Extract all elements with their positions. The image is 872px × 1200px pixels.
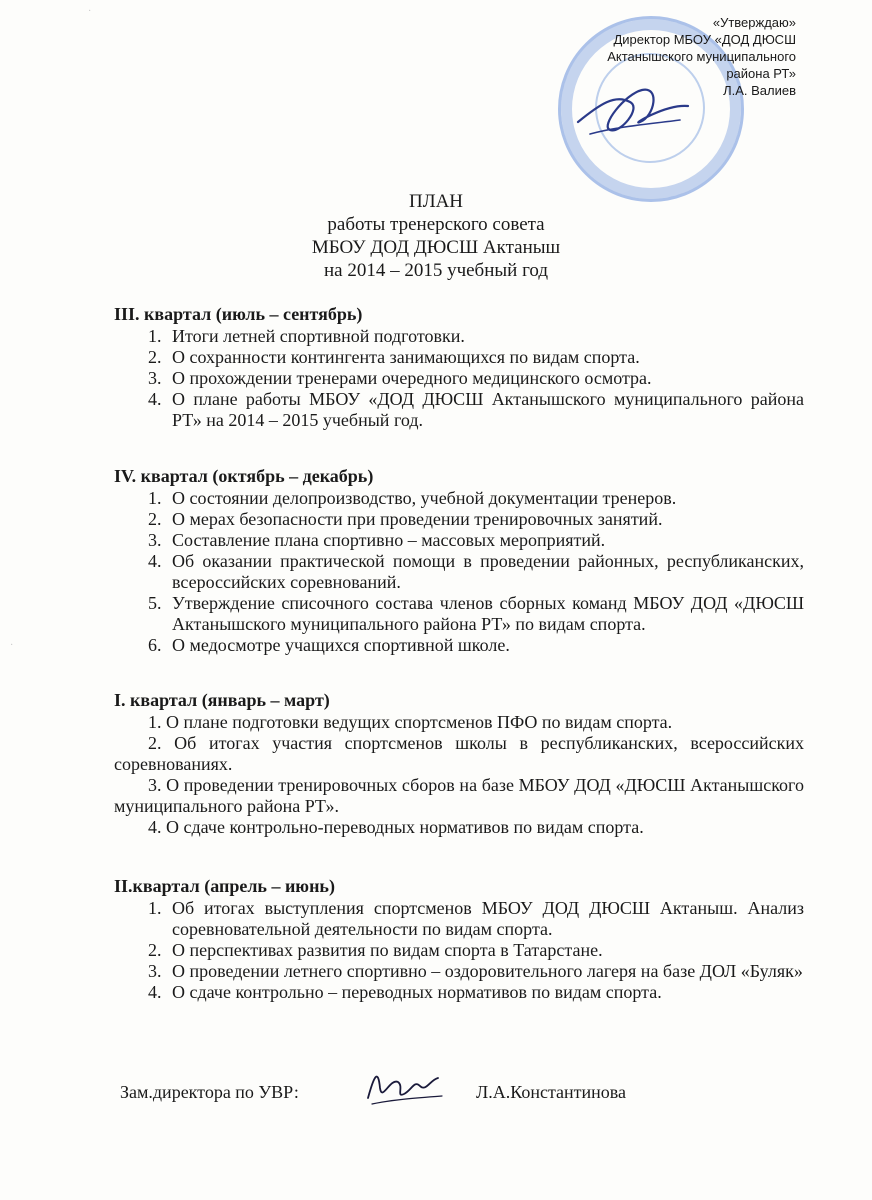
- item-number: 1.: [148, 326, 162, 346]
- item-number: 3.: [148, 530, 162, 550]
- item-number: 2.: [148, 940, 162, 960]
- approval-line-3: Актанышского муниципального: [607, 49, 796, 64]
- item-number: 4.: [148, 982, 162, 1002]
- item-number: 5.: [148, 593, 162, 613]
- list-item: [114, 488, 804, 509]
- paragraph-item: 2. Об итогах участия спортсменов школы в республиканских, всероссийских соревнованиях.: [114, 733, 804, 774]
- list-item: [114, 326, 804, 347]
- item-number: 6.: [148, 635, 162, 655]
- title-line-1: ПЛАН: [408, 191, 464, 212]
- list-item: [114, 389, 804, 431]
- section-q2: [114, 876, 804, 1003]
- item-number: 4.: [148, 551, 162, 571]
- item-number: 3.: [148, 368, 162, 388]
- item-text: О прохождении тренерами очередного медицинского осмотра.: [172, 368, 652, 388]
- item-number: 4.: [148, 389, 162, 409]
- approval-line-1: «Утверждаю»: [712, 15, 796, 30]
- section-q3: [114, 304, 804, 431]
- item-number: 1.: [148, 488, 162, 508]
- item-text: О сохранности контингента занимающихся по видам спорта.: [172, 347, 640, 367]
- approval-line-2: Директор МБОУ «ДОД ДЮСШ: [613, 32, 796, 47]
- item-text: Утверждение списочного состава членов сборных команд МБОУ ДОД «ДЮСШ Актанышского муниципального района РТ» по видам спорта.: [172, 593, 804, 634]
- section-q4: [114, 466, 804, 656]
- section-heading: I. квартал (январь – март): [114, 690, 330, 710]
- list-item: [114, 961, 804, 982]
- item-text: Итоги летней спортивной подготовки.: [172, 326, 465, 346]
- footer-position: Зам.директора по УВР:: [120, 1082, 299, 1102]
- scan-artifact: ·: [88, 6, 92, 17]
- section-heading: III. квартал (июль – сентябрь): [114, 304, 363, 324]
- approval-line-4: района РТ»: [726, 66, 796, 81]
- item-number: 1.: [148, 898, 162, 918]
- item-text: О перспективах развития по видам спорта в Татарстане.: [172, 940, 603, 960]
- list-item: [114, 940, 804, 961]
- list-item: [114, 982, 804, 1003]
- approval-line-5: Л.А. Валиев: [723, 83, 796, 98]
- item-number: 2.: [148, 509, 162, 529]
- item-text: О плане работы МБОУ «ДОД ДЮСШ Актанышского муниципального района РТ» на 2014 – 2015 учебный год.: [172, 389, 804, 430]
- footer-name: Л.А.Константинова: [476, 1082, 627, 1102]
- item-text: Составление плана спортивно – массовых мероприятий.: [172, 530, 606, 550]
- item-text: О сдаче контрольно – переводных нормативов по видам спорта.: [172, 982, 662, 1002]
- list-item: [114, 635, 804, 656]
- deputy-signature-icon: [360, 1058, 450, 1118]
- document-title: [0, 190, 872, 282]
- list-item: [114, 509, 804, 530]
- title-line-4: на 2014 – 2015 учебный год: [323, 260, 549, 281]
- title-line-3: МБОУ ДОД ДЮСШ Актаныш: [311, 237, 561, 258]
- list-item: [114, 593, 804, 635]
- list-item: [114, 551, 804, 593]
- item-text: О проведении летнего спортивно – оздоровительного лагеря на базе ДОЛ «Буляк»: [172, 961, 803, 981]
- paragraph-item: 4. О сдаче контрольно-переводных нормативов по видам спорта.: [148, 817, 644, 837]
- list-item: [114, 368, 804, 389]
- item-number: 2.: [148, 347, 162, 367]
- scan-artifact: ·: [10, 640, 14, 651]
- item-text: О медосмотре учащихся спортивной школе.: [172, 635, 510, 655]
- item-text: О состоянии делопроизводство, учебной документации тренеров.: [172, 488, 677, 508]
- title-line-2: работы тренерского совета: [327, 214, 545, 235]
- list-item: [114, 530, 804, 551]
- list-item: [114, 347, 804, 368]
- list-item: [114, 898, 804, 940]
- item-text: Об оказании практической помощи в проведении районных, республиканских, всероссийских соревнований.: [172, 551, 804, 592]
- section-heading: IV. квартал (октябрь – декабрь): [114, 466, 374, 486]
- approval-block: [536, 14, 796, 99]
- paragraph-item: 1. О плане подготовки ведущих спортсменов ПФО по видам спорта.: [148, 712, 673, 732]
- item-number: 3.: [148, 961, 162, 981]
- item-text: Об итогах выступления спортсменов МБОУ ДОД ДЮСШ Актаныш. Анализ соревновательной деятельности по видам спорта.: [172, 898, 804, 939]
- section-q1: [114, 690, 804, 838]
- paragraph-item: 3. О проведении тренировочных сборов на базе МБОУ ДОД «ДЮСШ Актанышского муниципального района РТ».: [114, 775, 804, 816]
- section-heading: II.квартал (апрель – июнь): [114, 876, 335, 896]
- item-text: О мерах безопасности при проведении тренировочных занятий.: [172, 509, 663, 529]
